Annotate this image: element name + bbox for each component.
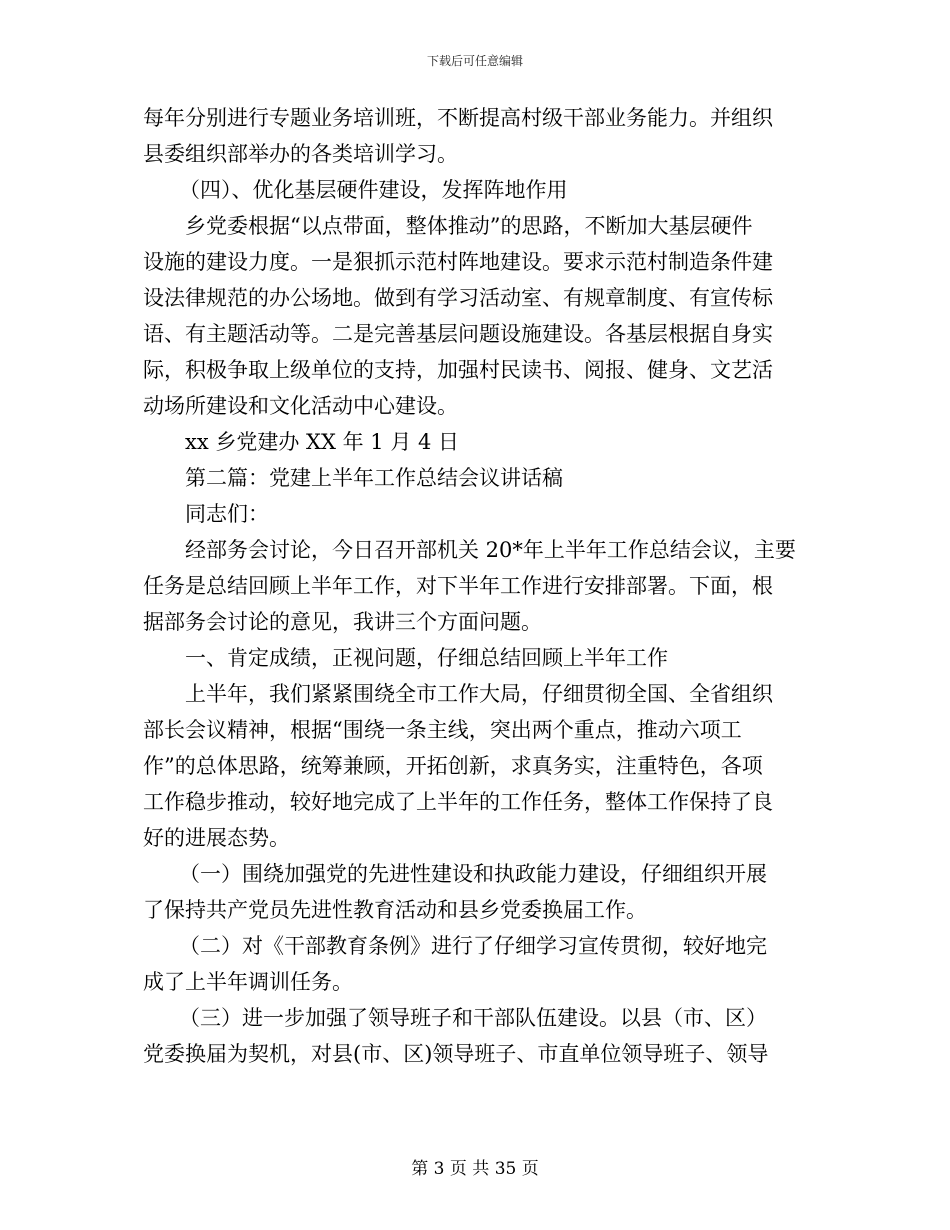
text-line: 一、肯定成绩，正视问题，仔细总结回顾上半年工作 [185,646,668,670]
text-line: 上半年，我们紧紧围绕全市工作大局，仔细贯彻全国、全省组织 [185,682,773,706]
text-line: 每年分别进行专题业务培训班，不断提高村级干部业务能力。并组织 [143,106,773,130]
text-line: 乡党委根据“以点带面，整体推动”的思路，不断加大基层硬件 [185,214,753,238]
text-line: 动场所建设和文化活动中心建设。 [143,394,458,418]
text-line: （二）对《干部教育条例》进行了仔细学习宣传贯彻，较好地完 [179,934,767,958]
text-line: 语、有主题活动等。二是完善基层问题设施建设。各基层根据自身实 [143,322,773,346]
text-line: 第二篇：党建上半年工作总结会议讲话稿 [185,466,563,490]
text-line: 部长会议精神，根据“围绕一条主线，突出两个重点，推动六项工 [143,718,742,742]
document-body [143,100,811,1072]
text-line: （四）、优化基层硬件建设，发挥阵地作用 [179,178,568,202]
page-footer: 第 3 页 共 35 页 [411,1159,539,1179]
text-line: 了保持共产党员先进性教育活动和县乡党委换届工作。 [143,898,647,922]
text-line: 工作稳步推动，较好地完成了上半年的工作任务，整体工作保持了良 [143,790,773,814]
text-line: 县委组织部举办的各类培训学习。 [143,142,458,166]
text-line: 设法律规范的办公场地。做到有学习活动室、有规章制度、有宣传标 [143,286,773,310]
text-line: 经部务会讨论，今日召开部机关 20*年上半年工作总结会议，主要 [185,538,796,562]
text-line: xx 乡党建办 XX 年 1 月 4 日 [185,430,460,454]
text-line: 党委换届为契机，对县(市、区)领导班子、市直单位领导班子、领导 [143,1042,769,1066]
text-line: 据部务会讨论的意见，我讲三个方面问题。 [143,610,542,634]
text-line: 好的进展态势。 [143,826,290,850]
text-line: 作”的总体思路，统筹兼顾，开拓创新，求真务实，注重特色，各项 [143,754,763,778]
header-note: 下载后可任意编辑 [426,54,523,68]
text-line: 任务是总结回顾上半年工作，对下半年工作进行安排部署。下面，根 [143,574,773,598]
text-line: 际，积极争取上级单位的支持，加强村民读书、阅报、健身、文艺活 [143,358,773,382]
text-line: 设施的建设力度。一是狠抓示范村阵地建设。要求示范村制造条件建 [143,250,773,274]
text-line: 同志们： [185,502,269,526]
text-line: 成了上半年调训任务。 [143,970,353,994]
text-line: （一）围绕加强党的先进性建设和执政能力建设，仔细组织开展 [179,862,767,886]
text-line: （三）进一步加强了领导班子和干部队伍建设。以县（市、区） [179,1006,767,1030]
